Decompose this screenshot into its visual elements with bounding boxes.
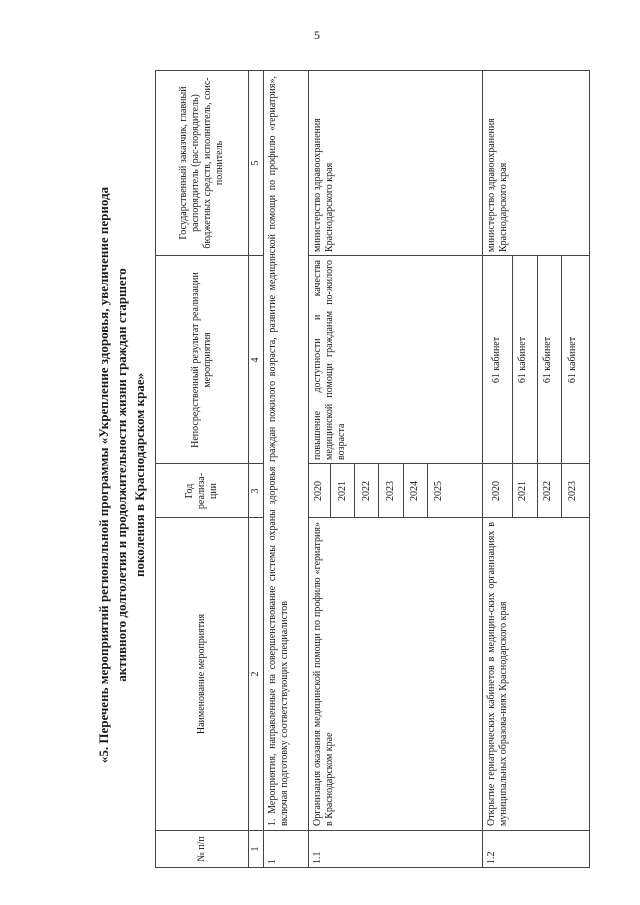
header-result: Непосредственный результат реализации мероприятия — [190, 272, 213, 448]
row-executor: министерство здравоохранения Краснодарского края — [486, 118, 509, 252]
colnum-4: 4 — [250, 357, 261, 363]
heading-line-2: активного долголетия и продолжительности жизни граждан старшего — [114, 268, 129, 682]
result-cell: 61 кабинет — [491, 336, 502, 384]
header-num: № п/п — [196, 836, 207, 862]
colnum-3: 3 — [250, 488, 261, 494]
section-number: 1 — [267, 859, 278, 864]
year-cell: 2021 — [337, 481, 348, 501]
page-number: 5 — [314, 28, 320, 42]
year-cell: 2020 — [491, 481, 502, 501]
year-cell: 2025 — [433, 481, 444, 501]
year-cell: 2022 — [361, 481, 372, 501]
year-cell: 2021 — [517, 481, 528, 501]
heading-line-3: поколения в Краснодарском крае» — [132, 372, 147, 578]
measures-table — [155, 70, 590, 868]
year-cell: 2022 — [542, 481, 553, 501]
result-cell: 61 кабинет — [542, 336, 553, 384]
colnum-2: 2 — [250, 671, 261, 677]
section-title: 1. Мероприятия, направленные на совершенствование системы охраны здоровья граждан пожилого возраста, развитие медицинской помощи по профилю «гериатрия», включая подготовку соответствующих специалистов — [267, 76, 290, 826]
year-cell: 2023 — [385, 481, 396, 501]
row-number: 1.2 — [486, 851, 497, 864]
row-executor: министерство здравоохранения Краснодарского края — [312, 118, 335, 252]
row-number: 1.1 — [312, 851, 323, 864]
row-name: Открытие гериатрических кабинетов в медицин-ских организациях в муниципальных образова-ниях Краснодарского края — [486, 522, 509, 826]
result-cell: 61 кабинет — [567, 336, 578, 384]
year-cell: 2020 — [313, 481, 324, 501]
row-name: Организация оказания медицинской помощи по профилю «гериатрия» в Краснодарском крае — [312, 522, 335, 826]
header-executor: Государственный заказчик, главный распорядитель (рас-порядитель) бюджетных средств, исполнитель, соис-полнитель — [178, 77, 225, 249]
header-year: Год реализа-ции — [184, 472, 219, 510]
result-cell: 61 кабинет — [517, 336, 528, 384]
colnum-5: 5 — [250, 160, 261, 166]
row-result: повышение доступности и качества медицинской помощи гражданам по-жилого возраста — [312, 260, 347, 460]
colnum-1: 1 — [250, 846, 261, 852]
year-cell: 2023 — [567, 481, 578, 501]
header-name: Наименование мероприятия — [196, 613, 207, 735]
heading-line-1: «5. Перечень мероприятий региональной программы «Укрепление здоровья, увеличение периода — [96, 186, 111, 764]
year-cell: 2024 — [409, 481, 420, 501]
